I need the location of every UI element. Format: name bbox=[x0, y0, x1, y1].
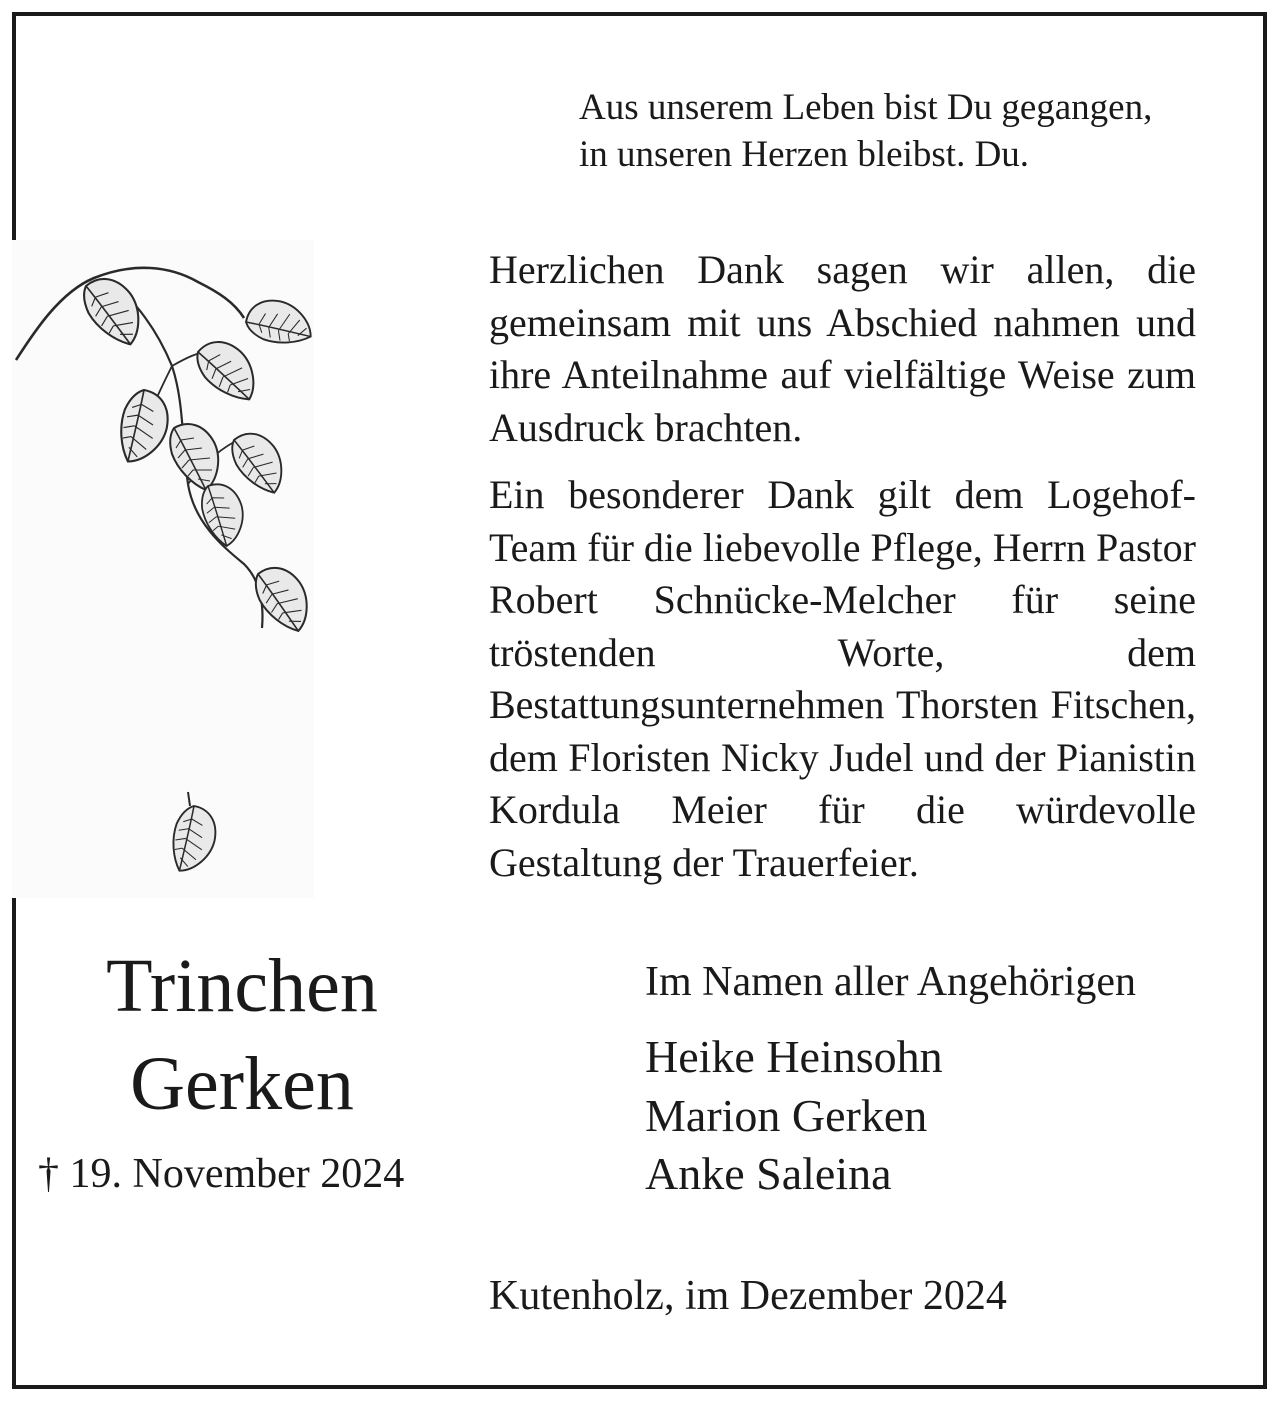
mourner-name: Heike Heinsohn bbox=[645, 1031, 943, 1082]
motto bbox=[579, 84, 1152, 178]
mourner-names bbox=[645, 1028, 943, 1204]
mourner-name: Marion Gerken bbox=[645, 1089, 928, 1141]
birch-branch-leaves-icon bbox=[12, 240, 314, 898]
death-date: † 19. November 2024 bbox=[38, 1151, 405, 1197]
thanks-paragraph-1: Herzlichen Dank sagen wir allen, die gemeinsam mit uns Abschied nahmen und ihre Anteilnahme auf vielfältige Weise zum Ausdruck brachten. bbox=[489, 247, 1196, 450]
deceased-first-name: Trinchen bbox=[106, 944, 378, 1028]
place-and-date: Kutenholz, im Dezember 2024 bbox=[489, 1273, 1007, 1319]
thanks-paragraph-2: Ein besonderer Dank gilt dem Logehof-Team für die liebevolle Pflege, Herrn Pastor Robert Schnücke-Melcher für seine tröstenden Worte, dem Bestattungsunternehmen Thorsten Fitschen, dem Floristen Nicky Judel und der Pianistin Kordula Meier für die würdevolle Gestaltung der Trauerfeier. bbox=[489, 472, 1196, 885]
on-behalf-line: Im Namen aller Angehörigen bbox=[645, 959, 1136, 1005]
deceased-last-name: Gerken bbox=[130, 1042, 354, 1126]
mourner-name: Anke Saleina bbox=[645, 1148, 892, 1199]
motto-line-1: Aus unserem Leben bist Du gegangen, bbox=[579, 87, 1153, 128]
motto-line-2: in unseren Herzen bleibst. Du. bbox=[579, 134, 1030, 175]
